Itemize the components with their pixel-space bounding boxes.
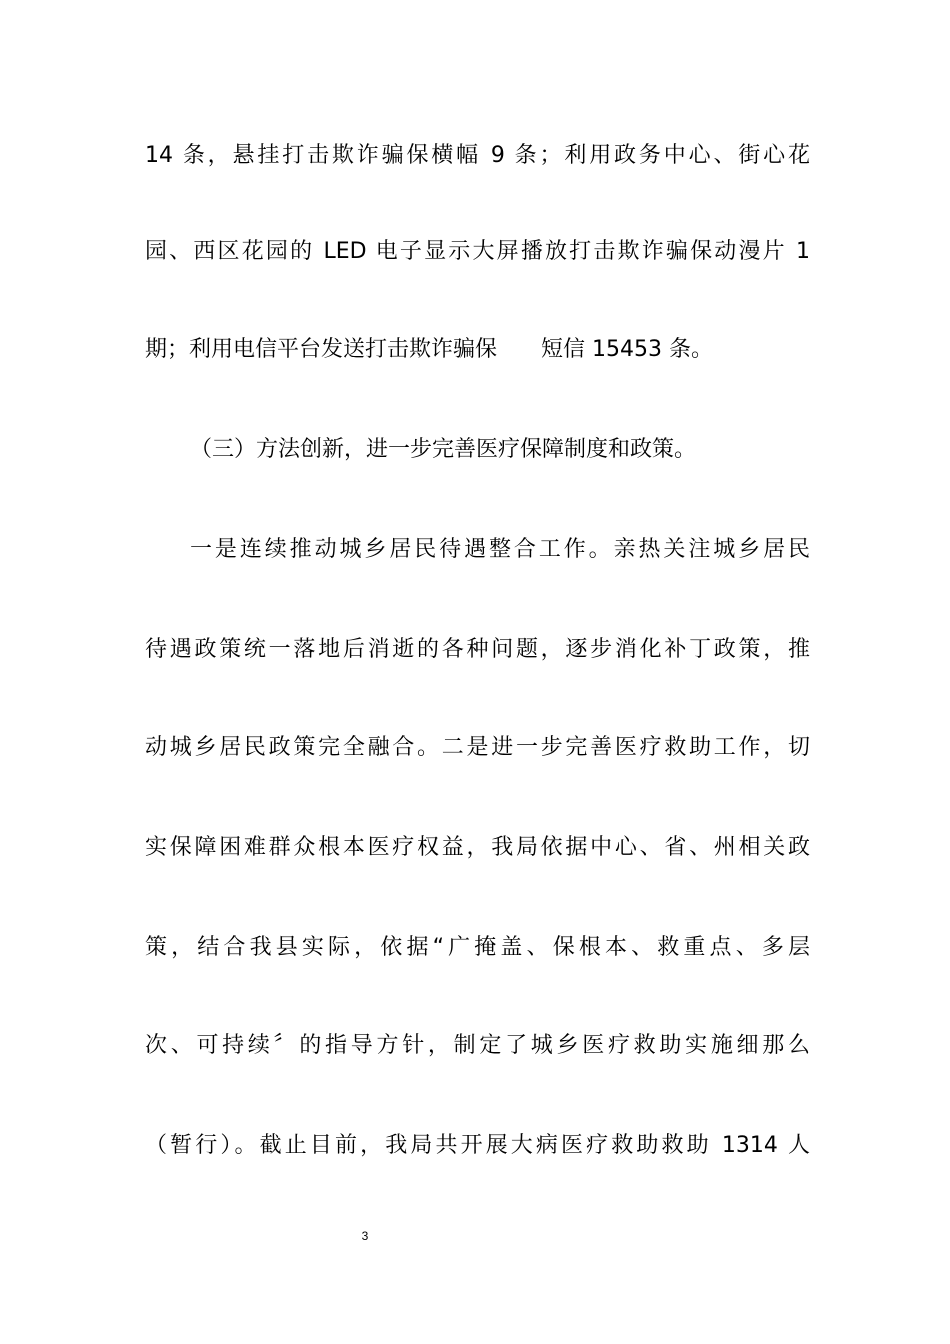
body-text-line: 策，结合我县实际，依据“广掩盖、保根本、救重点、多层: [145, 935, 810, 960]
body-text-line: 实保障困难群众根本医疗权益，我局依据中心、省、州相关政: [145, 835, 810, 860]
body-text-line: 园、西区花园的 LED 电子显示大屏播放打击欺诈骗保动漫片 1: [145, 239, 810, 264]
body-text-line: 动城乡居民政策完全融合。二是进一步完善医疗救助工作，切: [145, 735, 810, 760]
section-heading: （三）方法创新，进一步完善医疗保障制度和政策。: [190, 437, 697, 462]
body-text-line: 一是连续推动城乡居民待遇整合工作。亲热关注城乡居民: [190, 537, 810, 562]
body-text-line: 14 条，悬挂打击欺诈骗保横幅 9 条；利用政务中心、街心花: [145, 143, 810, 168]
body-text-line: 期；利用电信平台发送打击欺诈骗保 短信 15453 条。: [145, 337, 713, 362]
page-number: 3: [361, 1229, 369, 1243]
body-text-line: 待遇政策统一落地后消逝的各种问题，逐步消化补丁政策，推: [145, 637, 810, 662]
body-text-line: 次、可持续〞的指导方针，制定了城乡医疗救助实施细那么: [145, 1033, 810, 1058]
body-text-line: （暂行）。截止目前，我局共开展大病医疗救助救助 1314 人: [145, 1133, 810, 1158]
